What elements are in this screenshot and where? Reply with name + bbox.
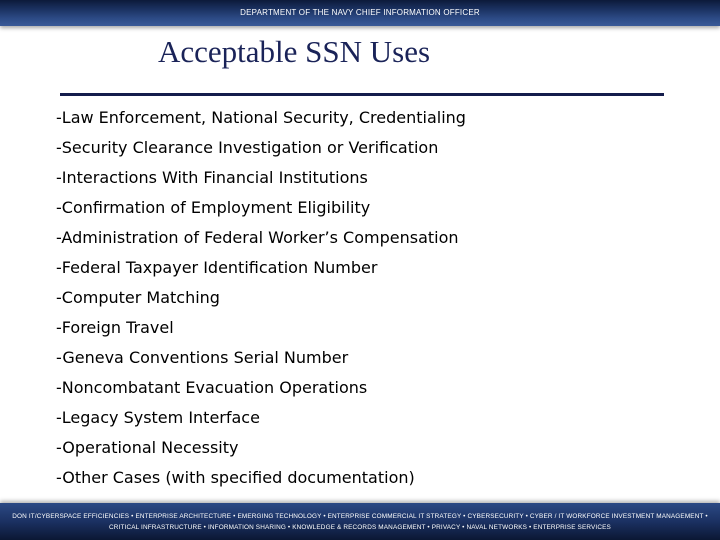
title-underline — [60, 93, 664, 96]
slide-title: Acceptable SSN Uses — [158, 34, 431, 69]
acceptable-uses-list — [56, 108, 466, 498]
list-item: -Other Cases (with specified documentation) — [56, 468, 415, 487]
list-item: -Confirmation of Employment Eligibility — [56, 198, 371, 217]
list-item: -Legacy System Interface — [56, 408, 260, 427]
footer-banner — [0, 503, 720, 540]
list-item: -Noncombatant Evacuation Operations — [56, 378, 368, 397]
list-item: -Geneva Conventions Serial Number — [56, 348, 349, 367]
list-item: -Federal Taxpayer Identification Number — [56, 258, 378, 277]
list-item: -Law Enforcement, National Security, Credentialing — [56, 108, 466, 127]
list-item: -Operational Necessity — [56, 438, 239, 457]
header-banner-text: DEPARTMENT OF THE NAVY CHIEF INFORMATION OFFICER — [240, 8, 480, 17]
footer-banner-text: DON IT/CYBERSPACE EFFICIENCIES • ENTERPRISE ARCHITECTURE • EMERGING TECHNOLOGY • ENTERPRISE COMMERCIAL IT STRATEGY • CYBERSECURITY • CYBER / IT WORKFORCE INVESTMENT MANAGEMENT • CRITICAL INFRASTRUCTURE • INFORMATION SHARING • KNOWLEDGE & RECORDS MANAGEMENT • PRIVACY • NAVAL NETWORKS • ENTERPRISE SERVICES — [12, 513, 708, 531]
header-banner — [0, 0, 720, 26]
list-item: -Computer Matching — [56, 288, 220, 307]
list-item: -Administration of Federal Worker’s Compensation — [56, 228, 459, 247]
list-item: -Foreign Travel — [56, 318, 174, 337]
list-item: -Security Clearance Investigation or Verification — [56, 138, 439, 157]
list-item: -Interactions With Financial Institutions — [56, 168, 368, 187]
